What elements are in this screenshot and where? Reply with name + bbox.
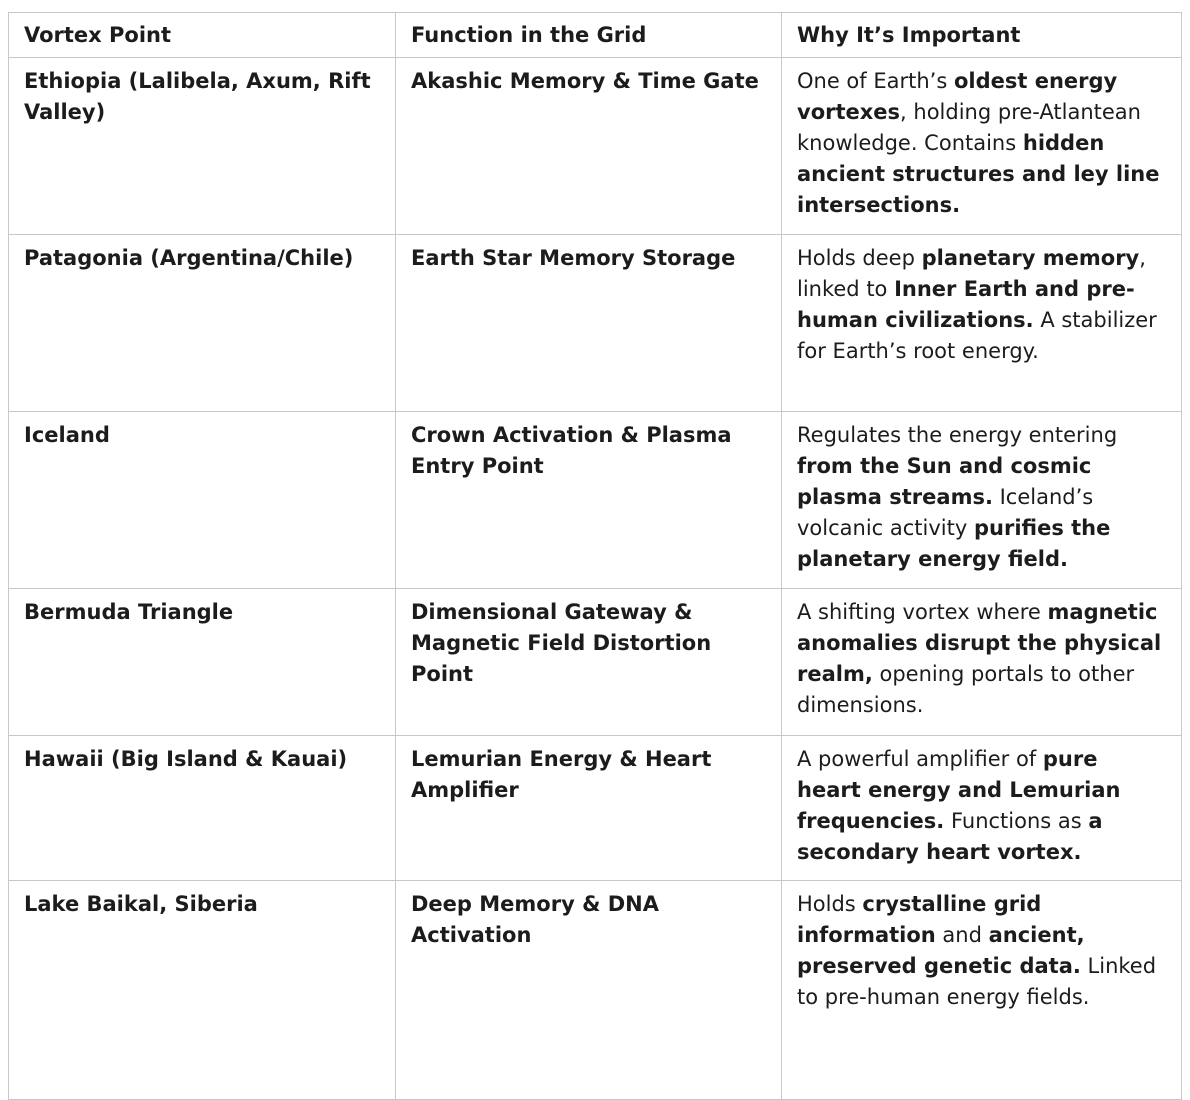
table-header-row [9, 13, 1182, 58]
why-important-cell [782, 881, 1182, 1100]
why-text-segment: Holds deep [797, 246, 922, 270]
why-text-segment: hidden ancient structures and ley line intersections. [797, 131, 1160, 217]
function-cell: Lemurian Energy & Heart Amplifier [396, 736, 782, 881]
why-text-segment: Regulates the energy entering [797, 423, 1118, 447]
why-text-segment: purifies the planetary energy field. [797, 516, 1111, 571]
table-row [9, 589, 1182, 736]
why-important-cell [782, 412, 1182, 589]
table-row [9, 235, 1182, 412]
header-function: Function in the Grid [396, 13, 782, 58]
vortex-point-cell: Patagonia (Argentina/Chile) [9, 235, 396, 412]
why-text-segment: A powerful amplifier of [797, 747, 1043, 771]
function-cell: Crown Activation & Plasma Entry Point [396, 412, 782, 589]
header-why-important: Why It’s Important [782, 13, 1182, 58]
why-text-segment: pure heart energy and Lemurian frequencies. [797, 747, 1121, 833]
table-row [9, 881, 1182, 1100]
why-text-segment: Functions as [944, 809, 1089, 833]
table-row [9, 58, 1182, 235]
why-important-cell [782, 235, 1182, 412]
why-important-cell [782, 589, 1182, 736]
vortex-point-cell: Hawaii (Big Island & Kauai) [9, 736, 396, 881]
vortex-point-cell: Bermuda Triangle [9, 589, 396, 736]
function-cell: Dimensional Gateway & Magnetic Field Distortion Point [396, 589, 782, 736]
why-text-segment: Iceland’s volcanic activity [797, 485, 1094, 540]
why-text-segment: planetary memory [921, 246, 1140, 270]
why-important-cell [782, 58, 1182, 235]
vortex-point-cell: Ethiopia (Lalibela, Axum, Rift Valley) [9, 58, 396, 235]
why-text-segment: opening portals to other dimensions. [797, 662, 1135, 717]
function-cell: Deep Memory & DNA Activation [396, 881, 782, 1100]
why-text-segment: crystalline grid information [797, 892, 1042, 947]
table-row [9, 736, 1182, 881]
why-text-segment: oldest energy vortexes [797, 69, 1118, 124]
why-text-segment: Holds [797, 892, 863, 916]
why-text-segment: A shifting vortex where [797, 600, 1048, 624]
why-text-segment: magnetic anomalies disrupt the physical realm, [797, 600, 1162, 686]
why-text-segment: A stabilizer for Earth’s root energy. [797, 308, 1157, 363]
vortex-point-cell: Lake Baikal, Siberia [9, 881, 396, 1100]
why-text-segment: a secondary heart vortex. [797, 809, 1103, 864]
table-row [9, 412, 1182, 589]
function-cell: Earth Star Memory Storage [396, 235, 782, 412]
vortex-table [8, 12, 1182, 1100]
why-text-segment: One of Earth’s [797, 69, 954, 93]
why-text-segment: from the Sun and cosmic plasma streams. [797, 454, 1092, 509]
why-text-segment: Linked to pre-human energy fields. [797, 954, 1157, 1009]
header-vortex-point: Vortex Point [9, 13, 396, 58]
vortex-point-cell: Iceland [9, 412, 396, 589]
why-text-segment: , linked to [797, 246, 1146, 301]
why-important-cell [782, 736, 1182, 881]
function-cell: Akashic Memory & Time Gate [396, 58, 782, 235]
why-text-segment: ancient, preserved genetic data. [797, 923, 1085, 978]
why-text-segment: , holding pre-Atlantean knowledge. Contains [797, 100, 1141, 155]
why-text-segment: and [935, 923, 989, 947]
why-text-segment: Inner Earth and pre-human civilizations. [797, 277, 1135, 332]
